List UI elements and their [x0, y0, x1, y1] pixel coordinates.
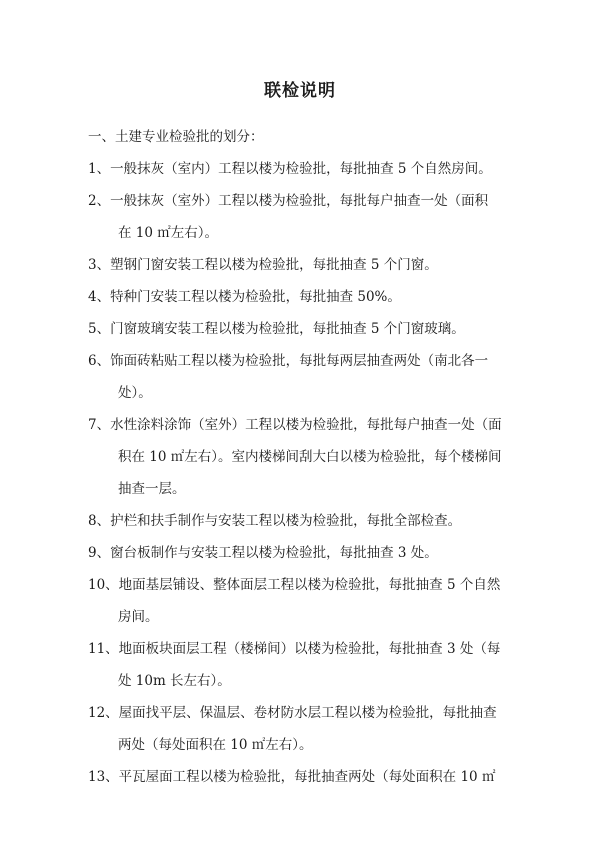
page-title: 联检说明: [264, 81, 336, 101]
list-item-13-line-1: 13、平瓦屋面工程以楼为检验批，每批抽查两处（每处面积在 10 ㎡: [88, 769, 496, 785]
list-item-2-line-1: 2、一般抹灰（室外）工程以楼为检验批，每批每户抽查一处（面积: [88, 193, 489, 209]
list-item-4-line-1: 4、特种门安装工程以楼为检验批，每批抽查 50%。: [88, 289, 401, 305]
list-item-11-line-1: 11、地面板块面层工程（楼梯间）以楼为检验批，每批抽查 3 处（每: [88, 641, 501, 657]
list-item-2-line-2: 在 10 ㎡左右）。: [118, 225, 219, 241]
list-item-10-line-2: 房间。: [118, 609, 159, 625]
list-item-12-line-1: 12、屋面找平层、保温层、卷材防水层工程以楼为检验批，每批抽查: [88, 705, 497, 721]
list-item-1-line-1: 1、一般抹灰（室内）工程以楼为检验批，每批抽查 5 个自然房间。: [88, 161, 492, 177]
list-item-9-line-1: 9、窗台板制作与安装工程以楼为检验批，每批抽查 3 处。: [88, 545, 438, 561]
list-item-7-line-3: 抽查一层。: [118, 481, 186, 497]
list-item-6-line-2: 处）。: [118, 385, 152, 401]
list-item-12-line-2: 两处（每处面积在 10 ㎡左右）。: [118, 737, 313, 753]
list-item-3-line-1: 3、塑钢门窗安装工程以楼为检验批，每批抽查 5 个门窗。: [88, 257, 438, 273]
section-heading: 一、土建专业检验批的划分：: [88, 129, 264, 145]
list-item-8-line-1: 8、护栏和扶手制作与安装工程以楼为检验批，每批全部检查。: [88, 513, 462, 529]
list-item-5-line-1: 5、门窗玻璃安装工程以楼为检验批，每批抽查 5 个门窗玻璃。: [88, 321, 465, 337]
list-item-6-line-1: 6、饰面砖粘贴工程以楼为检验批，每批每两层抽查两处（南北各一: [88, 353, 489, 369]
list-item-10-line-1: 10、地面基层铺设、整体面层工程以楼为检验批，每批抽查 5 个自然: [88, 577, 501, 593]
list-item-7-line-2: 积在 10 ㎡左右）。室内楼梯间刮大白以楼为检验批，每个楼梯间: [118, 449, 502, 465]
list-item-11-line-2: 处 10m 长左右）。: [118, 673, 231, 689]
list-item-7-line-1: 7、水性涂料涂饰（室外）工程以楼为检验批，每批每户抽查一处（面: [88, 417, 502, 433]
